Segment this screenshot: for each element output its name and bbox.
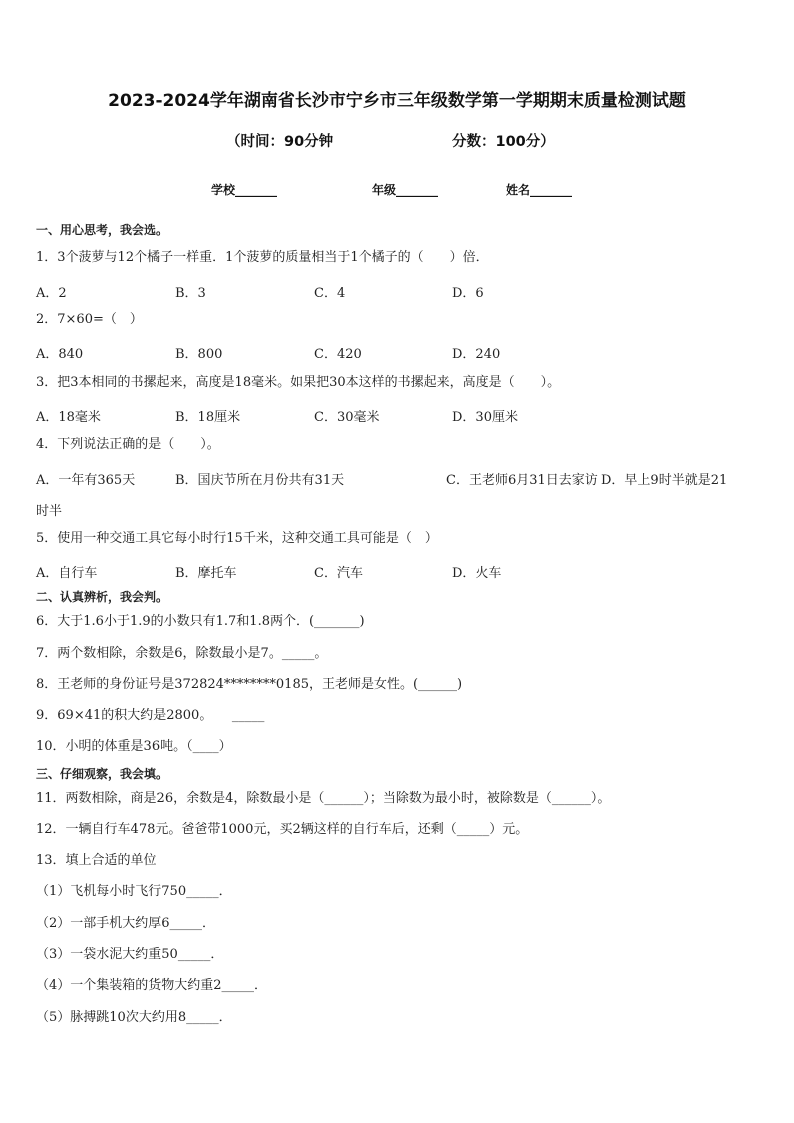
question-11: 11．两数相除，商是26，余数是4，除数最小是（______）；当除数为最小时，被除数是（______）。 bbox=[36, 791, 611, 806]
grade-field: 年级_______ bbox=[372, 183, 439, 197]
question-7: 7．两个数相除，余数是6，除数最小是7。_____。 bbox=[36, 646, 328, 661]
question-12: 12．一辆自行车478元。爸爸带1000元，买2辆这样的自行车后，还剩（_____）元。 bbox=[36, 822, 529, 837]
q13-item-5: （5）脉搏跳10次大约用8_____． bbox=[36, 1010, 232, 1025]
q2-option-b: B．800 bbox=[175, 347, 223, 362]
q5-option-c: C．汽车 bbox=[314, 566, 363, 581]
q1-option-b: B．3 bbox=[175, 286, 206, 301]
q5-option-d: D．火车 bbox=[452, 566, 502, 581]
question-1: 1．3个菠萝与12个橘子一样重．1个菠萝的质量相当于1个橘子的（ ）倍． bbox=[36, 250, 489, 265]
question-2: 2．7×60=（ ） bbox=[36, 312, 143, 327]
q13-item-2: （2）一部手机大约厚6_____． bbox=[36, 916, 216, 931]
q13-item-3: （3）一袋水泥大约重50_____． bbox=[36, 947, 224, 962]
q13-item-1: （1）飞机每小时飞行750_____． bbox=[36, 884, 232, 899]
page-title: 2023-2024学年湖南省长沙市宁乡市三年级数学第一学期期末质量检测试题 bbox=[108, 91, 686, 111]
q4-option-b: B．国庆节所在月份共有31天 bbox=[175, 473, 345, 488]
q3-option-b: B．18厘米 bbox=[175, 410, 241, 425]
total-score: 分数：100分） bbox=[452, 134, 555, 150]
time-limit: （时间：90分钟 bbox=[226, 134, 334, 150]
q1-option-a: A．2 bbox=[36, 286, 67, 301]
q4-option-d-continued: 时半 bbox=[36, 504, 63, 519]
q3-option-c: C．30毫米 bbox=[314, 410, 380, 425]
question-4: 4．下列说法正确的是（ ）。 bbox=[36, 437, 220, 452]
question-6: 6．大于1.6小于1.9的小数只有1.7和1.8两个．(_______) bbox=[36, 614, 365, 629]
question-3: 3．把3本相同的书摞起来，高度是18毫米。如果把30本这样的书摞起来，高度是（ ）。 bbox=[36, 375, 561, 390]
q1-option-c: C．4 bbox=[314, 286, 346, 301]
school-field: 学校_______ bbox=[211, 183, 278, 197]
question-9: 9．69×41的积大约是2800。 _____ bbox=[36, 708, 265, 723]
q13-item-4: （4）一个集装箱的货物大约重2_____． bbox=[36, 978, 268, 993]
q2-option-c: C．420 bbox=[314, 347, 362, 362]
question-8: 8．王老师的身份证号是372824********0185，王老师是女性。(______) bbox=[36, 677, 463, 692]
q3-option-a: A．18毫米 bbox=[36, 410, 101, 425]
q3-option-d: D．30厘米 bbox=[452, 410, 518, 425]
q2-option-a: A．840 bbox=[36, 347, 84, 362]
q4-option-d: D．早上9时半就是21 bbox=[601, 473, 728, 488]
name-field: 姓名_______ bbox=[506, 183, 573, 197]
q5-option-b: B．摩托车 bbox=[175, 566, 237, 581]
q4-option-a: A．一年有365天 bbox=[36, 473, 136, 488]
q5-option-a: A．自行车 bbox=[36, 566, 98, 581]
q1-option-d: D．6 bbox=[452, 286, 484, 301]
question-5: 5．使用一种交通工具它每小时行15千米，这种交通工具可能是（ ） bbox=[36, 531, 438, 546]
q2-option-d: D．240 bbox=[452, 347, 501, 362]
section-1-heading: 一、用心思考，我会选。 bbox=[36, 223, 169, 237]
question-13: 13．填上合适的单位 bbox=[36, 853, 157, 868]
q4-option-c: C．王老师6月31日去家访 bbox=[446, 473, 598, 488]
section-2-heading: 二、认真辨析，我会判。 bbox=[36, 590, 169, 604]
section-3-heading: 三、仔细观察，我会填。 bbox=[36, 767, 169, 781]
question-10: 10．小明的体重是36吨。（____） bbox=[36, 739, 232, 754]
